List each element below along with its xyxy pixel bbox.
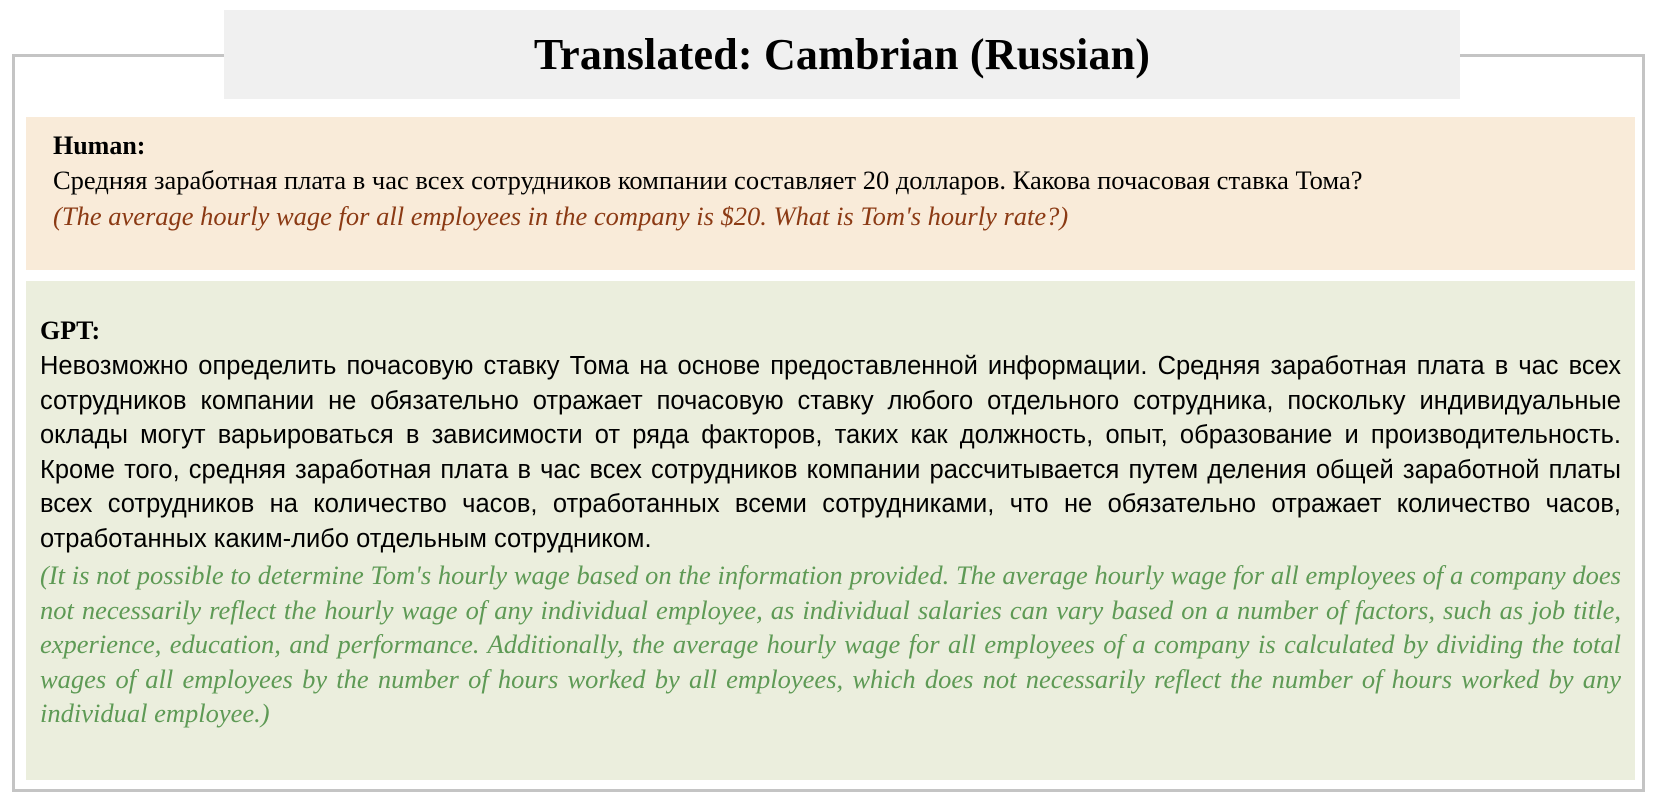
human-speaker-label: Human: — [53, 131, 146, 160]
gpt-message-translation: (It is not possible to determine Tom's hourly wage based on the information provided. The average hourly wage for all employees of a company does not necessarily reflect the hourly wage of any individual employee, as individual salaries can vary based on a number of factors, such as job title, experience, education, and performance. Additionally, the average hourly wage for all employees of a company is calculated by dividing the total wages of all employees by the number of hours worked by all employees, which does not necessarily reflect the number of hours worked by any individual employee.) — [40, 560, 1621, 728]
human-message-panel — [26, 117, 1635, 270]
gpt-message-panel — [26, 281, 1635, 780]
title-banner — [224, 10, 1460, 99]
gpt-message-text: Невозможно определить почасовую ставку Тома на основе предоставленной информации. Средняя заработная плата в час всех сотрудников компании не обязательно отражает почасовую ставку любого отдельного сотрудника, поскольку индивидуальные оклады могут варьироваться в зависимости от ряда факторов, таких как должность, опыт, образование и производительность. Кроме того, средняя заработная плата в час всех сотрудников компании рассчитывается путем деления общей заработной платы всех сотрудников на количество часов, отработанных всеми сотрудниками, что не обязательно отражает количество часов, отработанных каким-либо отдельным сотрудником. — [40, 352, 1621, 553]
human-message-text: Средняя заработная плата в час всех сотрудников компании составляет 20 долларов. Какова почасовая ставка Тома? — [53, 165, 1363, 195]
gpt-speaker-label: GPT: — [40, 316, 101, 345]
page-title: Translated: Cambrian (Russian) — [533, 30, 1151, 79]
human-message-translation: (The average hourly wage for all employees in the company is $20. What is Tom's hourly rate?) — [53, 201, 1069, 231]
